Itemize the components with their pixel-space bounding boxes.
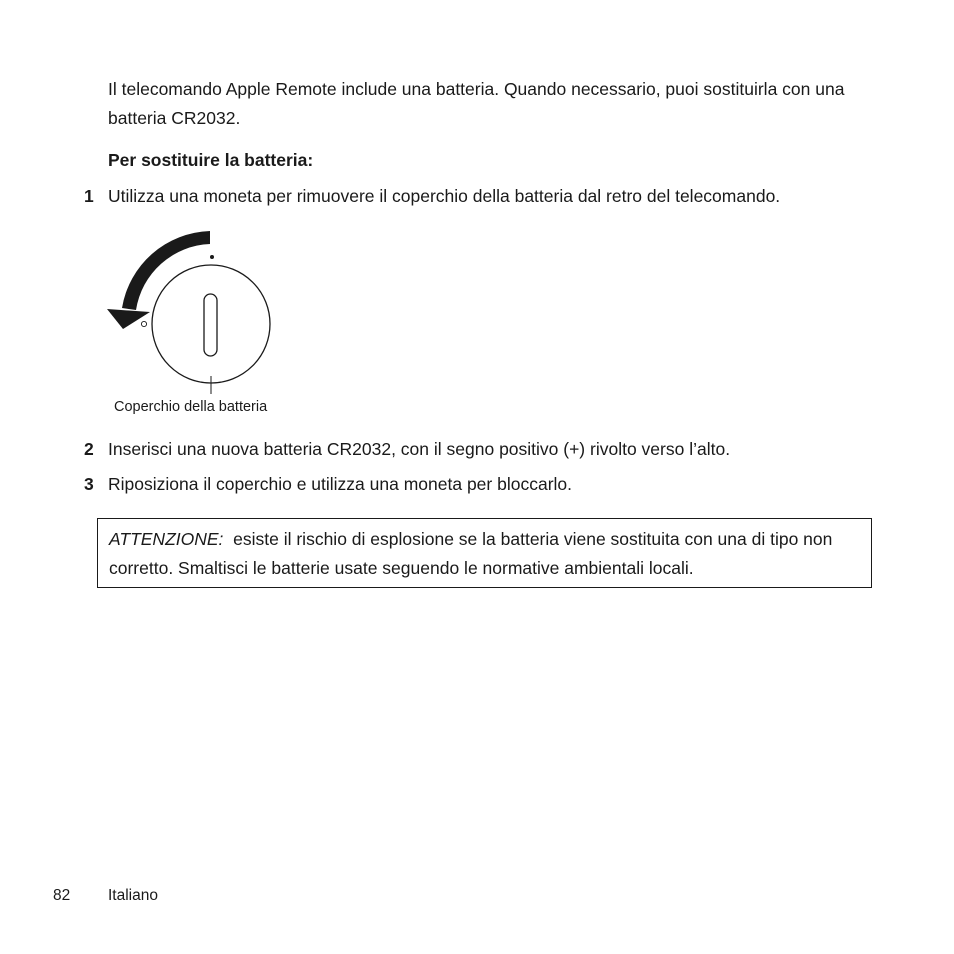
intro-paragraph: Il telecomando Apple Remote include una batteria. Quando necessario, puoi sostituirla con una batteria CR2032. [108,79,845,128]
warning-text: esiste il rischio di esplosione se la batteria viene sostituita con una di tipo non corretto. Smaltisci le batterie usate seguendo le normative ambientali locali. [109,529,833,578]
step-text: Utilizza una moneta per rimuovere il coperchio della batteria dal retro del telecomando. [108,186,781,206]
step-2 [84,435,904,464]
step-text: Inserisci una nuova batteria CR2032, con il segno positivo (+) rivolto verso l’alto. [108,439,731,459]
procedure-title: Per sostituire la batteria: [108,150,314,170]
step-3 [84,470,904,499]
page-number: 82 [53,887,71,904]
step-number: 3 [84,474,94,494]
step-number: 2 [84,439,94,459]
warning-box [97,518,872,588]
battery-cover-figure [100,226,300,394]
step-text: Riposiziona il coperchio e utilizza una moneta per bloccarlo. [108,474,572,494]
warning-label: ATTENZIONE: [109,529,224,549]
footer-language: Italiano [108,887,158,904]
battery-cover-icon [100,226,300,394]
figure-caption: Coperchio della batteria [114,399,268,415]
step-number: 1 [84,186,94,206]
step-1 [84,182,904,211]
